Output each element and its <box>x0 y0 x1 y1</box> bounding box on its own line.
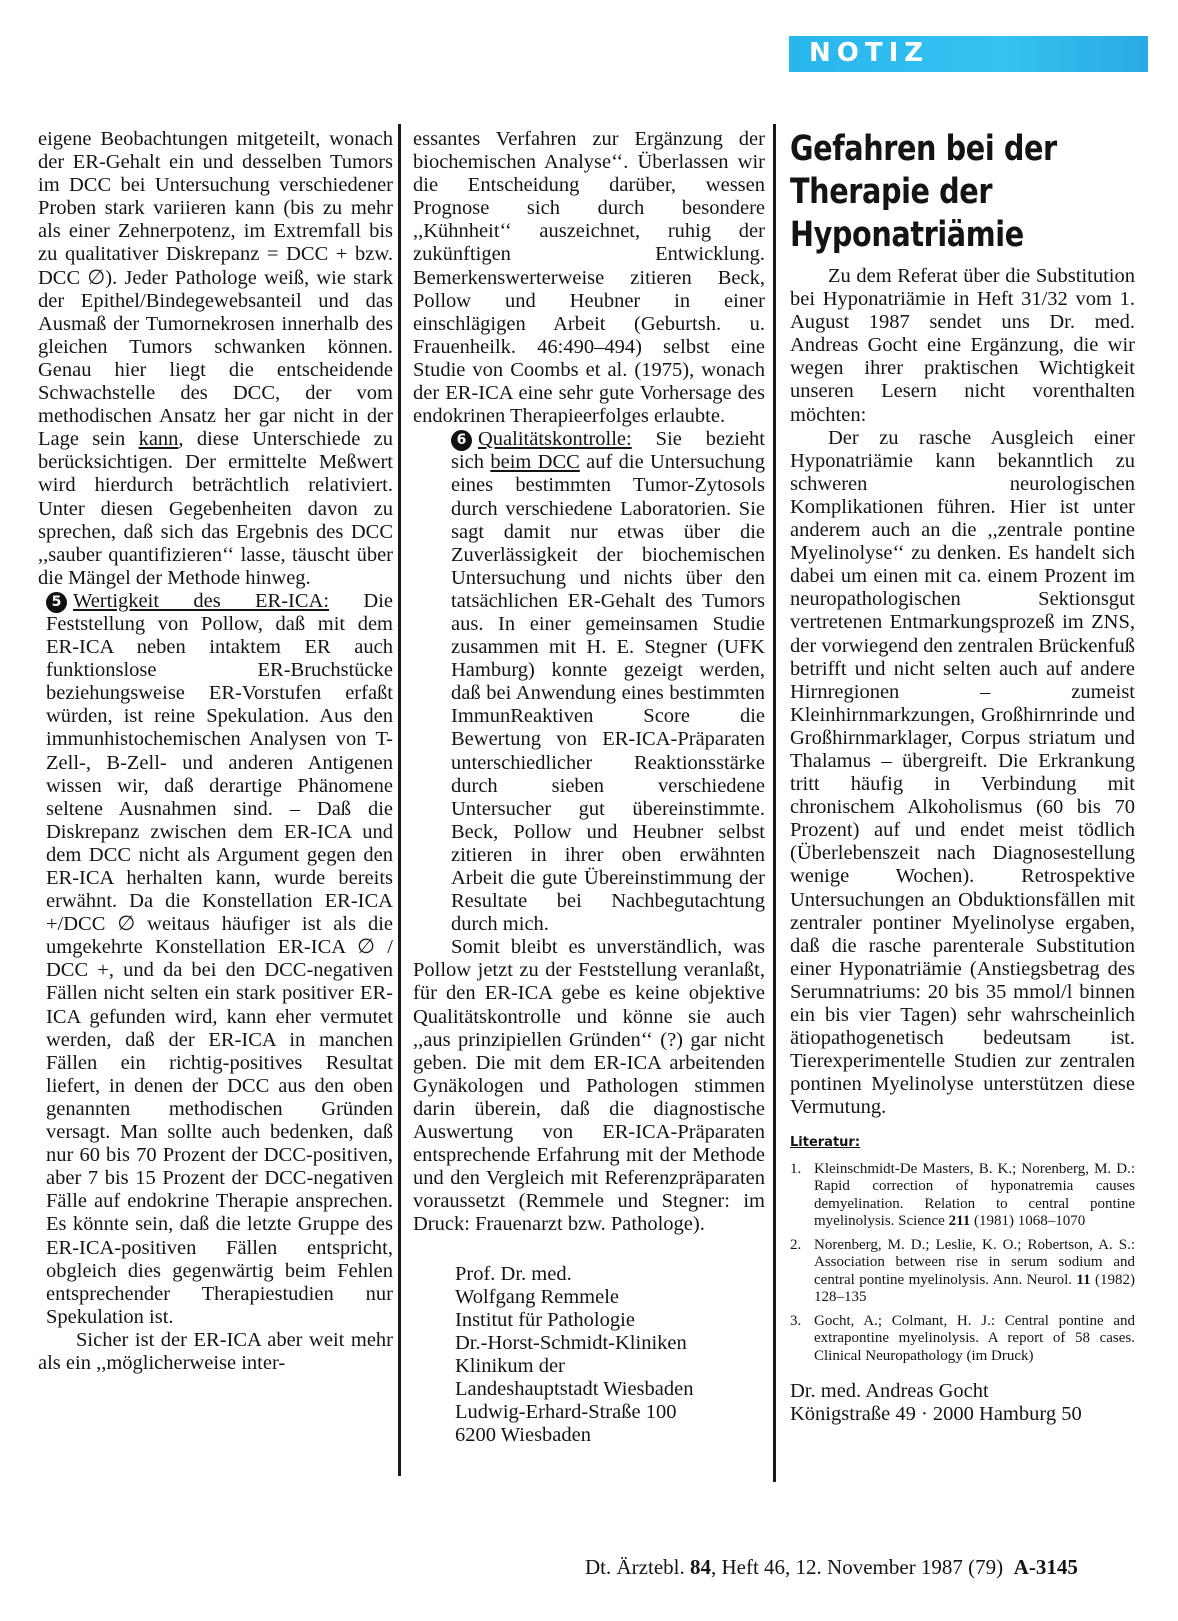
paragraph: Der zu rasche Ausgleich einer Hyponatriämie kann bekanntlich zu schweren neurologischen Komplikationen führen. Hier ist unter anderem auch an die ,,zentrale pontine Myelinolyse‘‘ zu denken. Es handelt sich dabei um einen mit ca. einem Prozent im neuropathologischen Sektionsgut vertretenen Entmarkungsprozeß im ZNS, der vorwiegend den zentralen Brückenfuß betrifft und nicht selten auch auf andere Hirnregionen – zumeist Kleinhirnmarkzungen, Großhirnrinde und Großhirnmarklager, Corpus striatum und Thalamus – übergreift. Die Erkrankung tritt häufig in Verbindung mit chronischem Alkoholismus (60 bis 70 Prozent) auf und endet meist tödlich (Überlebenszeit nach Diagnosestellung wenige Wochen). Retrospektive Untersuchungen an Obduktionsfällen mit zentraler pontiner Myelinolyse ergaben, daß die rasche parenterale Substitution einer Hyponatriämie (Anstiegsbetrag des Serumnatriums: 20 bis 35 mmol/l binnen ein bis vier Tagen) sehr wahrscheinlich ätiopathogenetisch bedeutsam ist. Tierexperimentelle Studien zur zentralen pontinen Myelinolyse unterstützen diese Vermutung. <box>790 426 1135 1119</box>
signature-line: Ludwig-Erhard-Straße 100 <box>455 1401 677 1424</box>
signature-line: Wolfgang Remmele <box>455 1285 620 1308</box>
paragraph-section-5: 5 Wertigkeit des ER-ICA: Die Feststellung von Pollow, daß mit dem ER-ICA neben intaktem ER auch funktionslose ER-Bruchstücke beziehungsweise ER-Vorstufen erfaßt würden, ist reine Spekulation. Aus den immunhistochemischen Analysen von T-Zell-, B-Zell- und anderen Antigenen wissen wir, daß derartige Phänomene seltene Ausnahmen sind. – Daß die Diskrepanz zwischen dem ER-ICA und dem DCC nicht als Argument gegen den ER-ICA herhalten kann, wurde bereits erwähnt. Da die Konstellation ER-ICA +/DCC ∅ weitaus häufiger ist als die umgekehrte Konstellation ER-ICA ∅ / DCC +, und da bei den DCC-negativen Fällen nicht selten ein stark positiver ER-ICA gefunden wird, kann eher vermutet werden, daß der ER-ICA in manchen Fällen ein richtig-positives Resultat liefert, in denen der DCC aus den oben genannten methodischen Gründen versagt. Man sollte auch bedenken, daß nur 60 bis 70 Prozent der DCC-positiven, aber 7 bis 15 Prozent der DCC-negativen Fälle auf endokrine Therapie ansprechen. Es könnte sein, daß die letzte Gruppe des ER-ICA-positiven Fällen entspricht, obgleich dies gegenwärtig beim Fehlen entsprechender Therapiestudien nur Spekulation ist. <box>46 589 393 1328</box>
signature-line: Institut für Pathologie <box>455 1308 635 1331</box>
paragraph: Somit bleibt es unverständlich, was Pollow jetzt zu der Feststellung veranlaßt, für den ER-ICA gebe es keine objektive Qualitätskontrolle und könne sie auch ,,aus prinzipiellen Gründen‘‘ (?) gar nicht geben. Die mit dem ER-ICA arbeitenden Gynäkologen und Pathologen stimmen darin überein, daß die diagnostische Auswertung von ER-ICA-Präparaten entsprechende Erfahrung mit der Methode und den Vergleich mit Referenzpräparaten voraussetzt (Remmele und Stegner: im Druck: Frauenarzt bzw. Pathologe). <box>413 936 765 1236</box>
author-signature <box>413 1263 765 1448</box>
volume-number: 84 <box>689 1555 711 1579</box>
signature-line: Dr.-Horst-Schmidt-Kliniken <box>455 1331 687 1354</box>
paragraph: essantes Verfahren zur Ergänzung der biochemischen Analyse‘‘. Überlassen wir die Entscheidung darüber, wessen Prognose sich durch besondere ,,Kühnheit‘‘ auszeichnet, ruhig der zukünftigen Entwicklung. Bemerkenswerterweise zitieren Beck, Pollow und Heubner in einer einschlägigen Arbeit (Geburtsh. u. Frauenheilk. 46:490–494) selbst eine Studie von Coombs et al. (1975), wonach der ER-ICA eine sehr gute Vorhersage des endokrinen Therapieerfolges erlaubte. <box>413 128 765 428</box>
column-3 <box>790 128 1135 1426</box>
article-title: Gefahren bei der Therapie der Hyponatriämie <box>790 129 1057 255</box>
references-heading: Literatur: <box>790 1135 861 1151</box>
section-number-6: 6 <box>451 430 472 451</box>
section-heading: Wertigkeit des ER-ICA: <box>73 589 330 612</box>
column-2 <box>413 128 765 1447</box>
reference-item: 3. Gocht, A.; Colmant, H. J.: Central pontine and extrapontine myelinolysis. A report of 58 cases. Clinical Neuropathology (im Druck) <box>790 1312 1135 1364</box>
signature-line: 6200 Wiesbaden <box>455 1424 592 1447</box>
signature-line: Klinikum der <box>455 1354 565 1377</box>
page-footer: Dt. Ärztebl. 84, Heft 46, 12. November 1987 (79) A-3145 <box>585 1555 1078 1579</box>
paragraph: eigene Beobachtungen mitgeteilt, wonach der ER-Gehalt ein und desselben Tumors im DCC bei Untersuchung verschiedener Proben stark variieren kann (bis zu mehr als einer Zehnerpotenz, im Extremfall bis zu qualitativer Diskrepanz = DCC + bzw. DCC ∅). Jeder Pathologe weiß, wie stark der Epithel/Bindegewebsanteil und das Ausmaß der Tumornekrosen innerhalb des gleichen Tumors schwanken können. Genau hier liegt die entscheidende Schwachstelle des DCC, der vom methodischen Ansatz her gar nicht in der Lage sein kann, diese Unterschiede zu berücksichtigen. Der ermittelte Meßwert wird hierdurch beträchtlich relativiert. Unter diesen Gegebenheiten davon zu sprechen, daß sich das Ergebnis des DCC ,,sauber quantifizieren‘‘ lasse, täuscht über die Mängel der Methode hinweg. <box>38 128 393 589</box>
intro-paragraph: Zu dem Referat über die Substitution bei Hyponatriämie in Heft 31/32 vom 1. August 1987 sendet uns Dr. med. Andreas Gocht eine Ergänzung, die wir wegen ihrer praktischen Wichtigkeit unseren Lesern nicht vorenthalten möchten: <box>790 265 1135 426</box>
author-address: Dr. med. Andreas Gocht Königstraße 49 · 2000 Hamburg 50 <box>790 1380 1082 1426</box>
section-number-5: 5 <box>46 592 67 613</box>
page-number: A-3145 <box>1013 1555 1078 1579</box>
column-1 <box>38 128 393 1375</box>
notiz-banner <box>789 36 1148 72</box>
column-divider-right <box>773 124 776 1482</box>
underlined-word: kann <box>138 428 179 451</box>
references-list <box>790 1161 1135 1366</box>
signature-line: Prof. Dr. med. <box>455 1262 572 1285</box>
signature-line: Landeshauptstadt Wiesbaden <box>455 1377 694 1400</box>
underlined-phrase: beim DCC <box>490 451 580 474</box>
reference-item: 1. Kleinschmidt-De Masters, B. K.; Norenberg, M. D.: Rapid correction of hyponatremia causes demyelination. Relation to central pontine myelinolysis. Science 211 (1981) 1068–1070 <box>790 1160 1135 1230</box>
column-divider-left <box>398 124 401 1476</box>
paragraph-section-6: 6 Qualitätskontrolle: Sie bezieht sich beim DCC auf die Untersuchung eines bestimmten Tumor-Zytosols durch verschiedene Laboratorien. Sie sagt damit nur etwas über die Zuverlässigkeit der biochemischen Untersuchung und nichts über den tatsächlichen ER-Gehalt des Tumors aus. In einer gemeinsamen Studie zusammen mit H. E. Stegner (UFK Hamburg) konnte gezeigt werden, daß bei Anwendung eines bestimmten ImmunReaktiven Score die Bewertung von ER-ICA-Präparaten unterschiedlicher Reaktionsstärke durch sieben verschiedene Untersucher gut übereinstimmte. Beck, Pollow und Heubner selbst zitieren in ihrer oben erwähnten Arbeit die gute Übereinstimmung der Resultate bei Nachbegutachtung durch mich. <box>451 428 765 936</box>
section-heading: Qualitätskontrolle: <box>478 428 632 451</box>
paragraph: Sicher ist der ER-ICA aber weit mehr als ein ,,möglicherweise inter- <box>38 1328 393 1374</box>
notiz-label: NOTIZ <box>809 38 930 68</box>
reference-item: 2. Norenberg, M. D.; Leslie, K. O.; Robertson, A. S.: Association between rise in serum sodium and central pontine myelinolysis. Ann. Neurol. 11 (1982) 128–135 <box>790 1236 1135 1306</box>
